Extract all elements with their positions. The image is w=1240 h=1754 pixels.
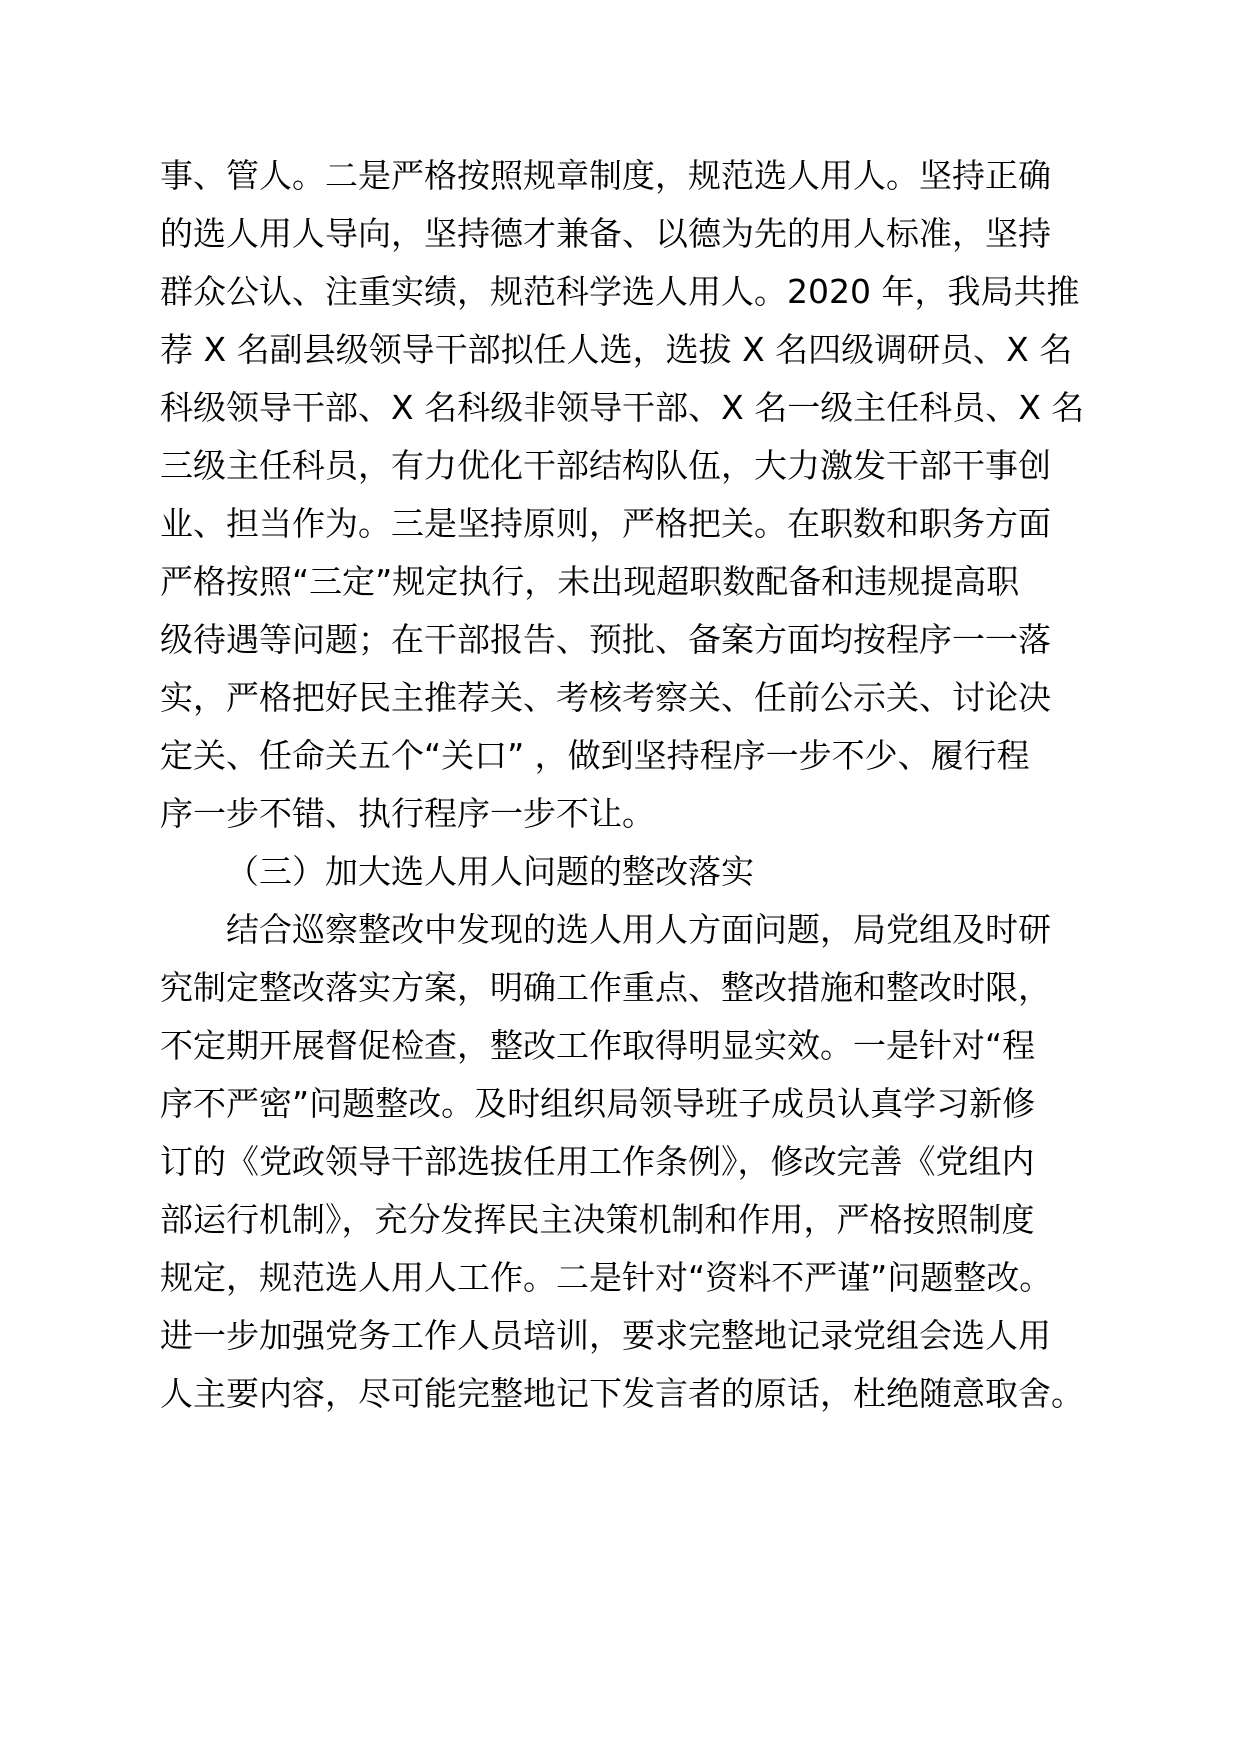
- text-line-4: 荐 X 名副县级领导干部拟任人选，选拔 X 名四级调研员、X 名: [160, 330, 1073, 369]
- text-line-8: 严格按照“三定”规定执行，未出现超职数配备和违规提高职: [160, 562, 1020, 601]
- text-line-22: 人主要内容，尽可能完整地记下发言者的原话，杜绝随意取舍。: [160, 1374, 1084, 1413]
- text-line-20: 规定，规范选人用人工作。二是针对“资料不严谨”问题整改。: [160, 1258, 1053, 1297]
- text-line-11: 定关、任命关五个“关口” ，做到坚持程序一步不少、履行程: [160, 736, 1030, 775]
- text-line-7: 业、担当作为。三是坚持原则，严格把关。在职数和职务方面: [160, 504, 1051, 543]
- text-line-2: 的选人用人导向，坚持德才兼备、以德为先的用人标准，坚持: [160, 214, 1051, 253]
- text-line-19: 部运行机制》，充分发挥民主决策机制和作用，严格按照制度: [160, 1200, 1035, 1239]
- section-heading: （三）加大选人用人问题的整改落实: [226, 852, 754, 891]
- text-line-14: 结合巡察整改中发现的选人用人方面问题，局党组及时研: [226, 910, 1051, 949]
- text-line-6: 三级主任科员，有力优化干部结构队伍，大力激发干部干事创: [160, 446, 1051, 485]
- text-line-1: 事、管人。二是严格按照规章制度，规范选人用人。坚持正确: [160, 156, 1051, 195]
- text-line-10: 实，严格把好民主推荐关、考核考察关、任前公示关、讨论决: [160, 678, 1051, 717]
- text-line-16: 不定期开展督促检查，整改工作取得明显实效。一是针对“程: [160, 1026, 1036, 1065]
- text-line-18: 订的《党政领导干部选拔任用工作条例》，修改完善《党组内: [160, 1142, 1035, 1181]
- text-line-21: 进一步加强党务工作人员培训，要求完整地记录党组会选人用: [160, 1316, 1051, 1355]
- text-line-9: 级待遇等问题；在干部报告、预批、备案方面均按程序一一落: [160, 620, 1051, 659]
- text-line-15: 究制定整改落实方案，明确工作重点、整改措施和整改时限，: [160, 968, 1051, 1007]
- text-line-3: 群众公认、注重实绩，规范科学选人用人。2020 年，我局共推: [160, 272, 1080, 311]
- text-line-5: 科级领导干部、X 名科级非领导干部、X 名一级主任科员、X 名: [160, 388, 1085, 427]
- text-line-12: 序一步不错、执行程序一步不让。: [160, 794, 655, 833]
- text-line-17: 序不严密”问题整改。及时组织局领导班子成员认真学习新修: [160, 1084, 1036, 1123]
